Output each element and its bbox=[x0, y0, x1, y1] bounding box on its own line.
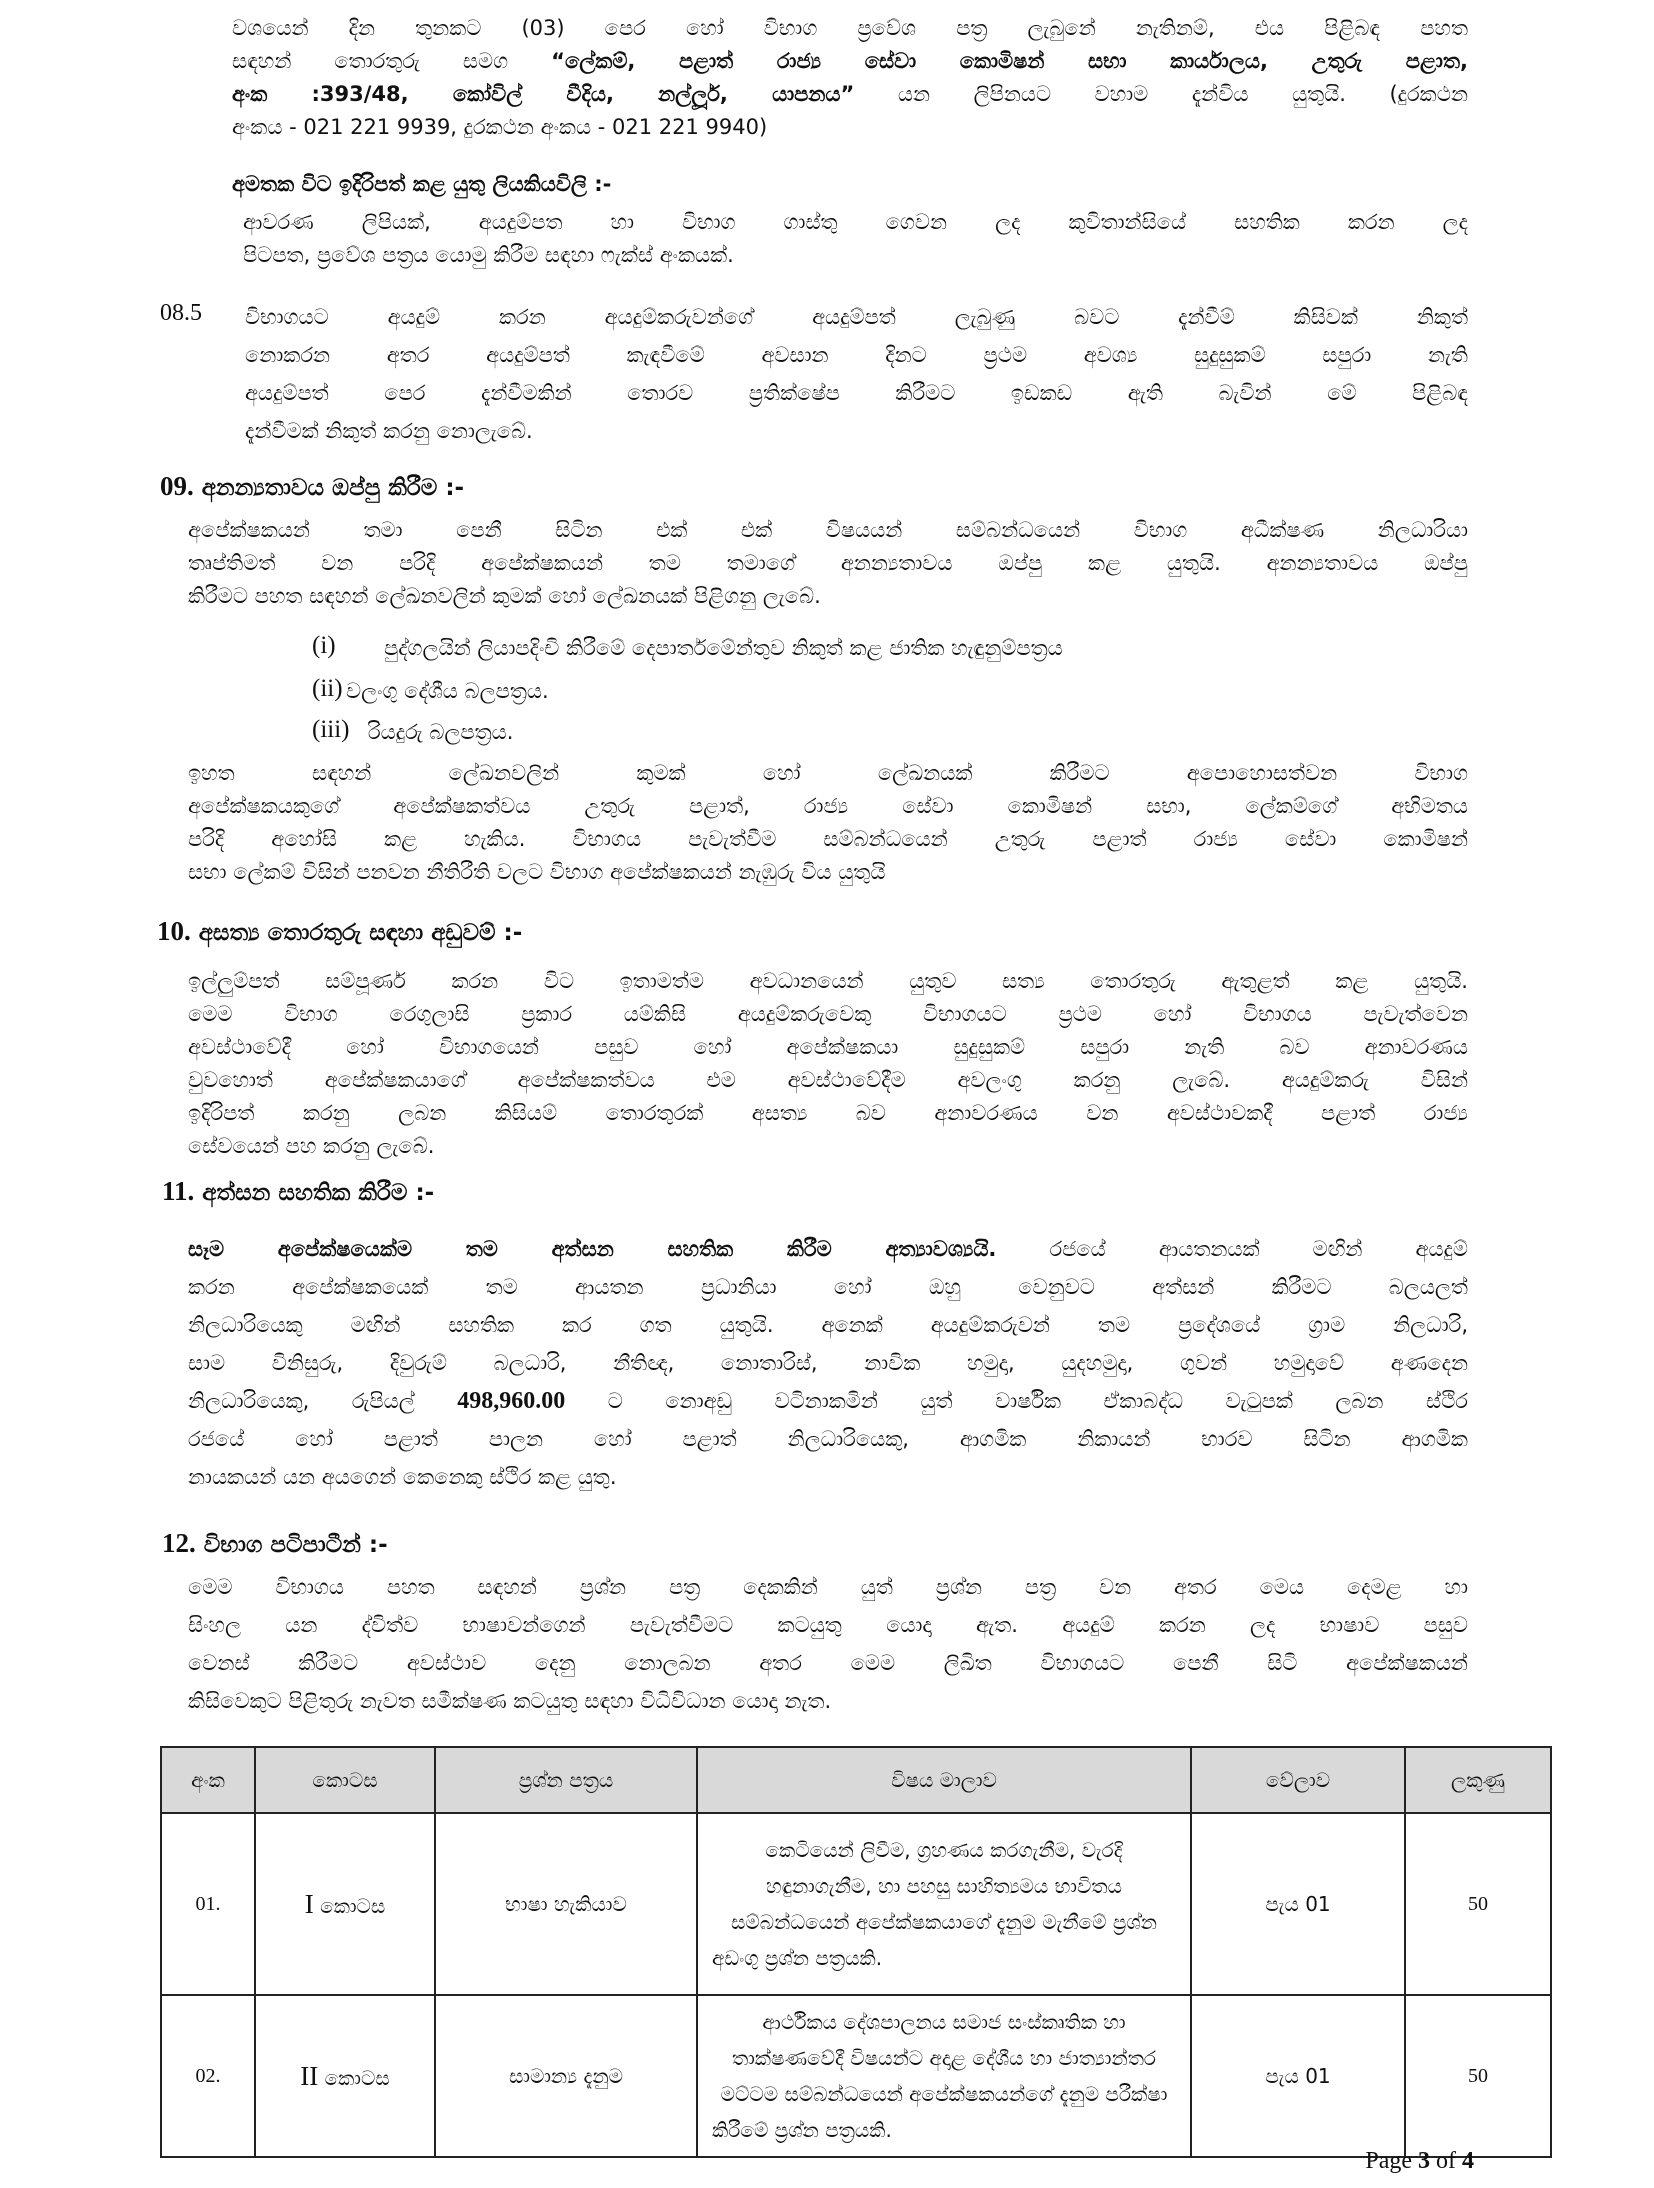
s10-line-6: සේවයෙන් පහ කරනු ලැබේ. bbox=[188, 1134, 435, 1158]
section-09-after bbox=[188, 757, 1468, 889]
table-row bbox=[161, 1995, 1551, 2157]
row-time: පැය 01 bbox=[1191, 1813, 1405, 1995]
row-part: I කොටස bbox=[255, 1813, 435, 1995]
row-marks: 50 bbox=[1405, 1995, 1551, 2157]
s085-line-1: විභාගයට අයදුම් කරන අයදුම්කරුවන්ගේ අයදුම්පත් ලැබුණු බවට දැන්වීම් කිසිවක් නිකුත් bbox=[245, 305, 1468, 329]
s10-line-2: මෙම විභාග රෙගුලාසි ප්‍රකාර යම්කිසි අයදුම්කරුවෙකු විභාගයට ප්‍රථම හෝ විභාගය පැවැත්වෙන bbox=[188, 1002, 1468, 1026]
s085-line-4: දැන්වීමක් නිකුත් කරනු නොලැබේ. bbox=[245, 419, 533, 443]
column-header: විෂය මාලාව bbox=[697, 1747, 1191, 1813]
column-header: අංක bbox=[161, 1747, 255, 1813]
s09-after-line-4: සභා ලේකම් විසින් පනවන නීතිරීති වලට විභාග අපේක්ෂකයන් නැඹුරු විය යුතුයි bbox=[188, 860, 886, 884]
documents-heading: අමතක විට ඉදිරිපත් කළ යුතු ලියකියවිලි :- bbox=[232, 172, 612, 196]
section-11-body bbox=[188, 1230, 1468, 1496]
table-header-row bbox=[161, 1747, 1551, 1813]
page-number: Page 3 of 4 bbox=[1365, 2148, 1474, 2174]
s085-line-3: අයදුම්පත් පෙර දැන්වීමකින් තොරව ප්‍රතික්ෂේප කිරීමට ඉඩකඩ ඇති බැවින් මේ පිළිබඳ bbox=[245, 381, 1468, 405]
s10-line-1: ඉල්ලුම්පත් සම්පූර්ණ කරන විට ඉතාමත්ම අවධානයෙන් යුතුව සත්‍ය තොරතුරු ඇතුළත් කළ යුතුයි. bbox=[188, 969, 1468, 993]
s09-line-1: අපේක්ෂකයන් තමා පෙනී සිටින එක් එක් විෂයයන් සම්බන්ධයෙන් විභාග අධීක්ෂණ නිලධාරියා bbox=[188, 518, 1468, 542]
table-row bbox=[161, 1813, 1551, 1995]
s11-line-3: නිලධාරියෙකු මඟින් සහතික කර ගත යුතුයි. අනෙක් අයදුම්කරුවන් තම ප්‍රදේශයේ ග්‍රාම නිලධාරි, bbox=[188, 1313, 1468, 1337]
section-10-body bbox=[188, 965, 1468, 1163]
row-subject: කෙටියෙන් ලිවීම, ග්‍රහණය කරගැනීම, වැරදි හඳුනාගැනීම, හා පහසු සාහිත්‍යමය භාවිතය සම්බන්ධයෙන් අපේක්ෂකයාගේ දැනුම මැනීමේ ප්‍රශ්න අඩංගු ප්‍රශ්න පත්‍රයකි. bbox=[697, 1813, 1191, 1995]
id-doc-numeral: (i) bbox=[312, 632, 336, 659]
s09-after-line-3: පරිදි අහෝසි කළ හැකිය. විභාගය පැවැත්වීම සම්බන්ධයෙන් උතුරු පළාත් රාජ්‍ය සේවා කොමිෂන් bbox=[188, 827, 1468, 851]
section-08-5-number: 08.5 bbox=[160, 300, 202, 326]
row-time: පැය 01 bbox=[1191, 1995, 1405, 2157]
row-paper: භාෂා හැකියාව bbox=[435, 1813, 697, 1995]
column-header: කොටස bbox=[255, 1747, 435, 1813]
s10-line-5: ඉදිරිපත් කරනු ලබන කිසියම් තොරතුරක් අසත්‍ය බව අනාවරණය වන අවස්ථාවකදී පළාත් රාජ්‍ය bbox=[188, 1101, 1468, 1125]
s09-line-3: කිරීමට පහත සඳහන් ලේඛනවලින් කුමක් හෝ ලේඛනයක් පිළිගනු ලැබේ. bbox=[188, 584, 821, 608]
s12-line-4: කිසිවෙකුට පිළිතුරු නැවත සමීක්ෂණ කටයුතු සඳහා විධිවිධාන යොදා නැත. bbox=[188, 1689, 832, 1713]
s12-line-2: සිංහල යන ද්විත්ව භාෂාවන්ගෙන් පැවැත්වීමට කටයුතු යොදා ඇත. අයදුම් කරන ලද භාෂාව පසුව bbox=[188, 1613, 1468, 1637]
intro-line-4: අංකය - 021 221 9939, දුරකථන අංකය - 021 221 9940) bbox=[232, 115, 768, 139]
row-subject: ආර්ථිකය දේශපාලනය සමාජ සංස්කෘතික හා තාක්ෂණවේදී විෂයන්ට අදාළ දේශීය හා ජාත්‍යාන්තර මට්ටම සම්බන්ධයෙන් අපේක්ෂකයන්ගේ දැනුම පරීක්ෂා කිරීමේ ප්‍රශ්න පත්‍රයකි. bbox=[697, 1995, 1191, 2157]
documents-line-2: පිටපත, ප්‍රවේශ පත්‍රය යොමු කිරීම සඳහා ෆැක්ස් අංකයක්. bbox=[243, 243, 734, 267]
section-12-heading: 12. විභාග පටිපාටීන් :- bbox=[162, 1528, 388, 1558]
s11-line-1: සෑම අපේක්ෂයෙක්ම තම අත්සන සහතික කිරීම අත්‍යාවශ්‍යයි. රජයේ ආයතනයක් මඟින් අයදුම් bbox=[188, 1237, 1468, 1261]
documents-list bbox=[243, 206, 1468, 272]
section-09-body bbox=[188, 514, 1468, 613]
s10-line-4: වුවහොත් අපේක්ෂකයාගේ අපේක්ෂකත්වය එම අවස්ථාවේදීම අවලංගු කරනු ලැබේ. අයදුම්කරු විසින් bbox=[188, 1068, 1468, 1092]
s12-line-3: වෙනස් කිරීමට අවස්ථාව දෙනු නොලබන අතර මෙම ලිඛිත විභාගයට පෙනී සිටි අපේක්ෂකයන් bbox=[188, 1651, 1468, 1675]
section-12-body bbox=[188, 1568, 1468, 1720]
s09-after-line-2: අපේක්ෂකයකුගේ අපේක්ෂකත්වය උතුරු පළාත්, රාජ්‍ය සේවා කොමිෂන් සභා, ලේකම්ගේ අභිමතය bbox=[188, 794, 1468, 818]
row-number: 02. bbox=[161, 1995, 255, 2157]
column-header: ලකුණු bbox=[1405, 1747, 1551, 1813]
intro-block bbox=[232, 12, 1468, 144]
intro-line-2: සඳහන් තොරතුරු සමග “ලේකම්, පළාත් රාජ්‍ය සේවා කොමිෂන් සභා කාර්යාලය, උතුරු පළාත, bbox=[232, 49, 1468, 73]
column-header: ප්‍රශ්න පත්‍රය bbox=[435, 1747, 697, 1813]
s11-line-6: රජයේ හෝ පළාත් පාලන හෝ පළාත් නිලධාරියෙකු, ආගමික නිකායන් භාරව සිටින ආගමික bbox=[188, 1427, 1468, 1451]
id-doc-item: පුද්ගලයින් ලියාපදිංචි කිරීමේ දෙපාර්තමේන්තුව නිකුත් කළ ජාතික හැඳුනුම්පත්‍රය bbox=[384, 636, 1063, 660]
row-part: II කොටස bbox=[255, 1995, 435, 2157]
id-doc-item: වලංගු දේශීය බලපත්‍රය. bbox=[346, 679, 549, 703]
id-doc-numeral: (ii) bbox=[312, 675, 343, 702]
s10-line-3: අවස්ථාවේදී හෝ විභාගයෙන් පසුව හෝ අපේක්ෂකයා සුදුසුකම් සපුරා නැති බව අනාවරණය bbox=[188, 1035, 1468, 1059]
s11-line-4: සාම විනිසුරු, දිවුරුම් බලධාරි, නීතිඥ, නොතාරිස්, නාවික හමුදා, යුදහමුදා, ගුවන් හමුදාවේ අණදෙන bbox=[188, 1351, 1468, 1375]
column-header: වේලාව bbox=[1191, 1747, 1405, 1813]
s11-line-5: නිලධාරියෙකු, රුපියල් 498,960.00 ට නොඅඩු වටිනාකමින් යුත් වාර්ෂික ඒකාබද්ධ වැටුපක් ලබන ස්ථිර bbox=[188, 1388, 1468, 1414]
section-11-heading: 11. අත්සන සහතික කිරීම :- bbox=[162, 1176, 435, 1206]
s11-line-2: කරන අපේක්ෂකයෙක් තම ආයතන ප්‍රධානියා හෝ ඔහු වෙනුවට අත්සන් කිරීමට බලයලත් bbox=[188, 1275, 1468, 1299]
s085-line-2: නොකරන අතර අයදුම්පත් කැඳවීමේ අවසාන දිනට ප්‍රථම අවශ්‍ය සුදුසුකම් සපුරා නැති bbox=[245, 343, 1468, 367]
section-08-5-body bbox=[245, 298, 1468, 450]
s12-line-1: මෙම විභාගය පහත සඳහන් ප්‍රශ්න පත්‍ර දෙකකින් යුත් ප්‍රශ්න පත්‍ර වන අතර මෙය දෙමළ හා bbox=[188, 1575, 1468, 1599]
intro-line-3: අංක :393/48, කෝවිල් වීදිය, නල්ලූර්, යාපනය” යන ලිපිනයට වහාම දැන්විය යුතුයි. (දුරකථන bbox=[232, 82, 1468, 106]
row-marks: 50 bbox=[1405, 1813, 1551, 1995]
intro-line-1: වශයෙන් දින තුනකට (03) පෙර හෝ විභාග ප්‍රවේශ පත්‍ර ලැබුනේ නැතිනම්, එය පිළිබඳ පහත bbox=[232, 16, 1468, 40]
documents-line-1: ආවරණ ලිපියක්, අයදුම්පත හා විභාග ගාස්තු ගෙවන ලද කුවිතාන්සියේ සහතික කරන ලද bbox=[243, 210, 1468, 234]
s09-line-2: තෘප්තිමත් වන පරිදි අපේක්ෂකයන් තම තමාගේ අනන්‍යතාවය ඔප්පු කළ යුතුයි. අනන්‍යතාවය ඔප්පු bbox=[188, 551, 1468, 575]
exam-structure-table bbox=[160, 1746, 1552, 2158]
row-number: 01. bbox=[161, 1813, 255, 1995]
s09-after-line-1: ඉහත සඳහන් ලේඛනවලින් කුමක් හෝ ලේඛනයක් කිරීමට අපොහොසත්වන විභාග bbox=[188, 761, 1468, 785]
section-09-heading: 09. අනන්‍යතාවය ඔප්පු කිරීම :- bbox=[160, 471, 465, 501]
row-paper: සාමාන්‍ය දැනුම bbox=[435, 1995, 697, 2157]
s11-line-7: නායකයන් යන අයගෙන් කෙනෙකු ස්ථිර කළ යුතු. bbox=[188, 1465, 617, 1489]
section-10-heading: 10. අසත්‍ය තොරතුරු සඳහා අඩුවම් :- bbox=[157, 916, 523, 946]
id-doc-item: රියදුරු බලපත්‍රය. bbox=[368, 720, 514, 744]
salary-amount: 498,960.00 bbox=[457, 1388, 566, 1414]
id-doc-numeral: (iii) bbox=[312, 716, 350, 743]
